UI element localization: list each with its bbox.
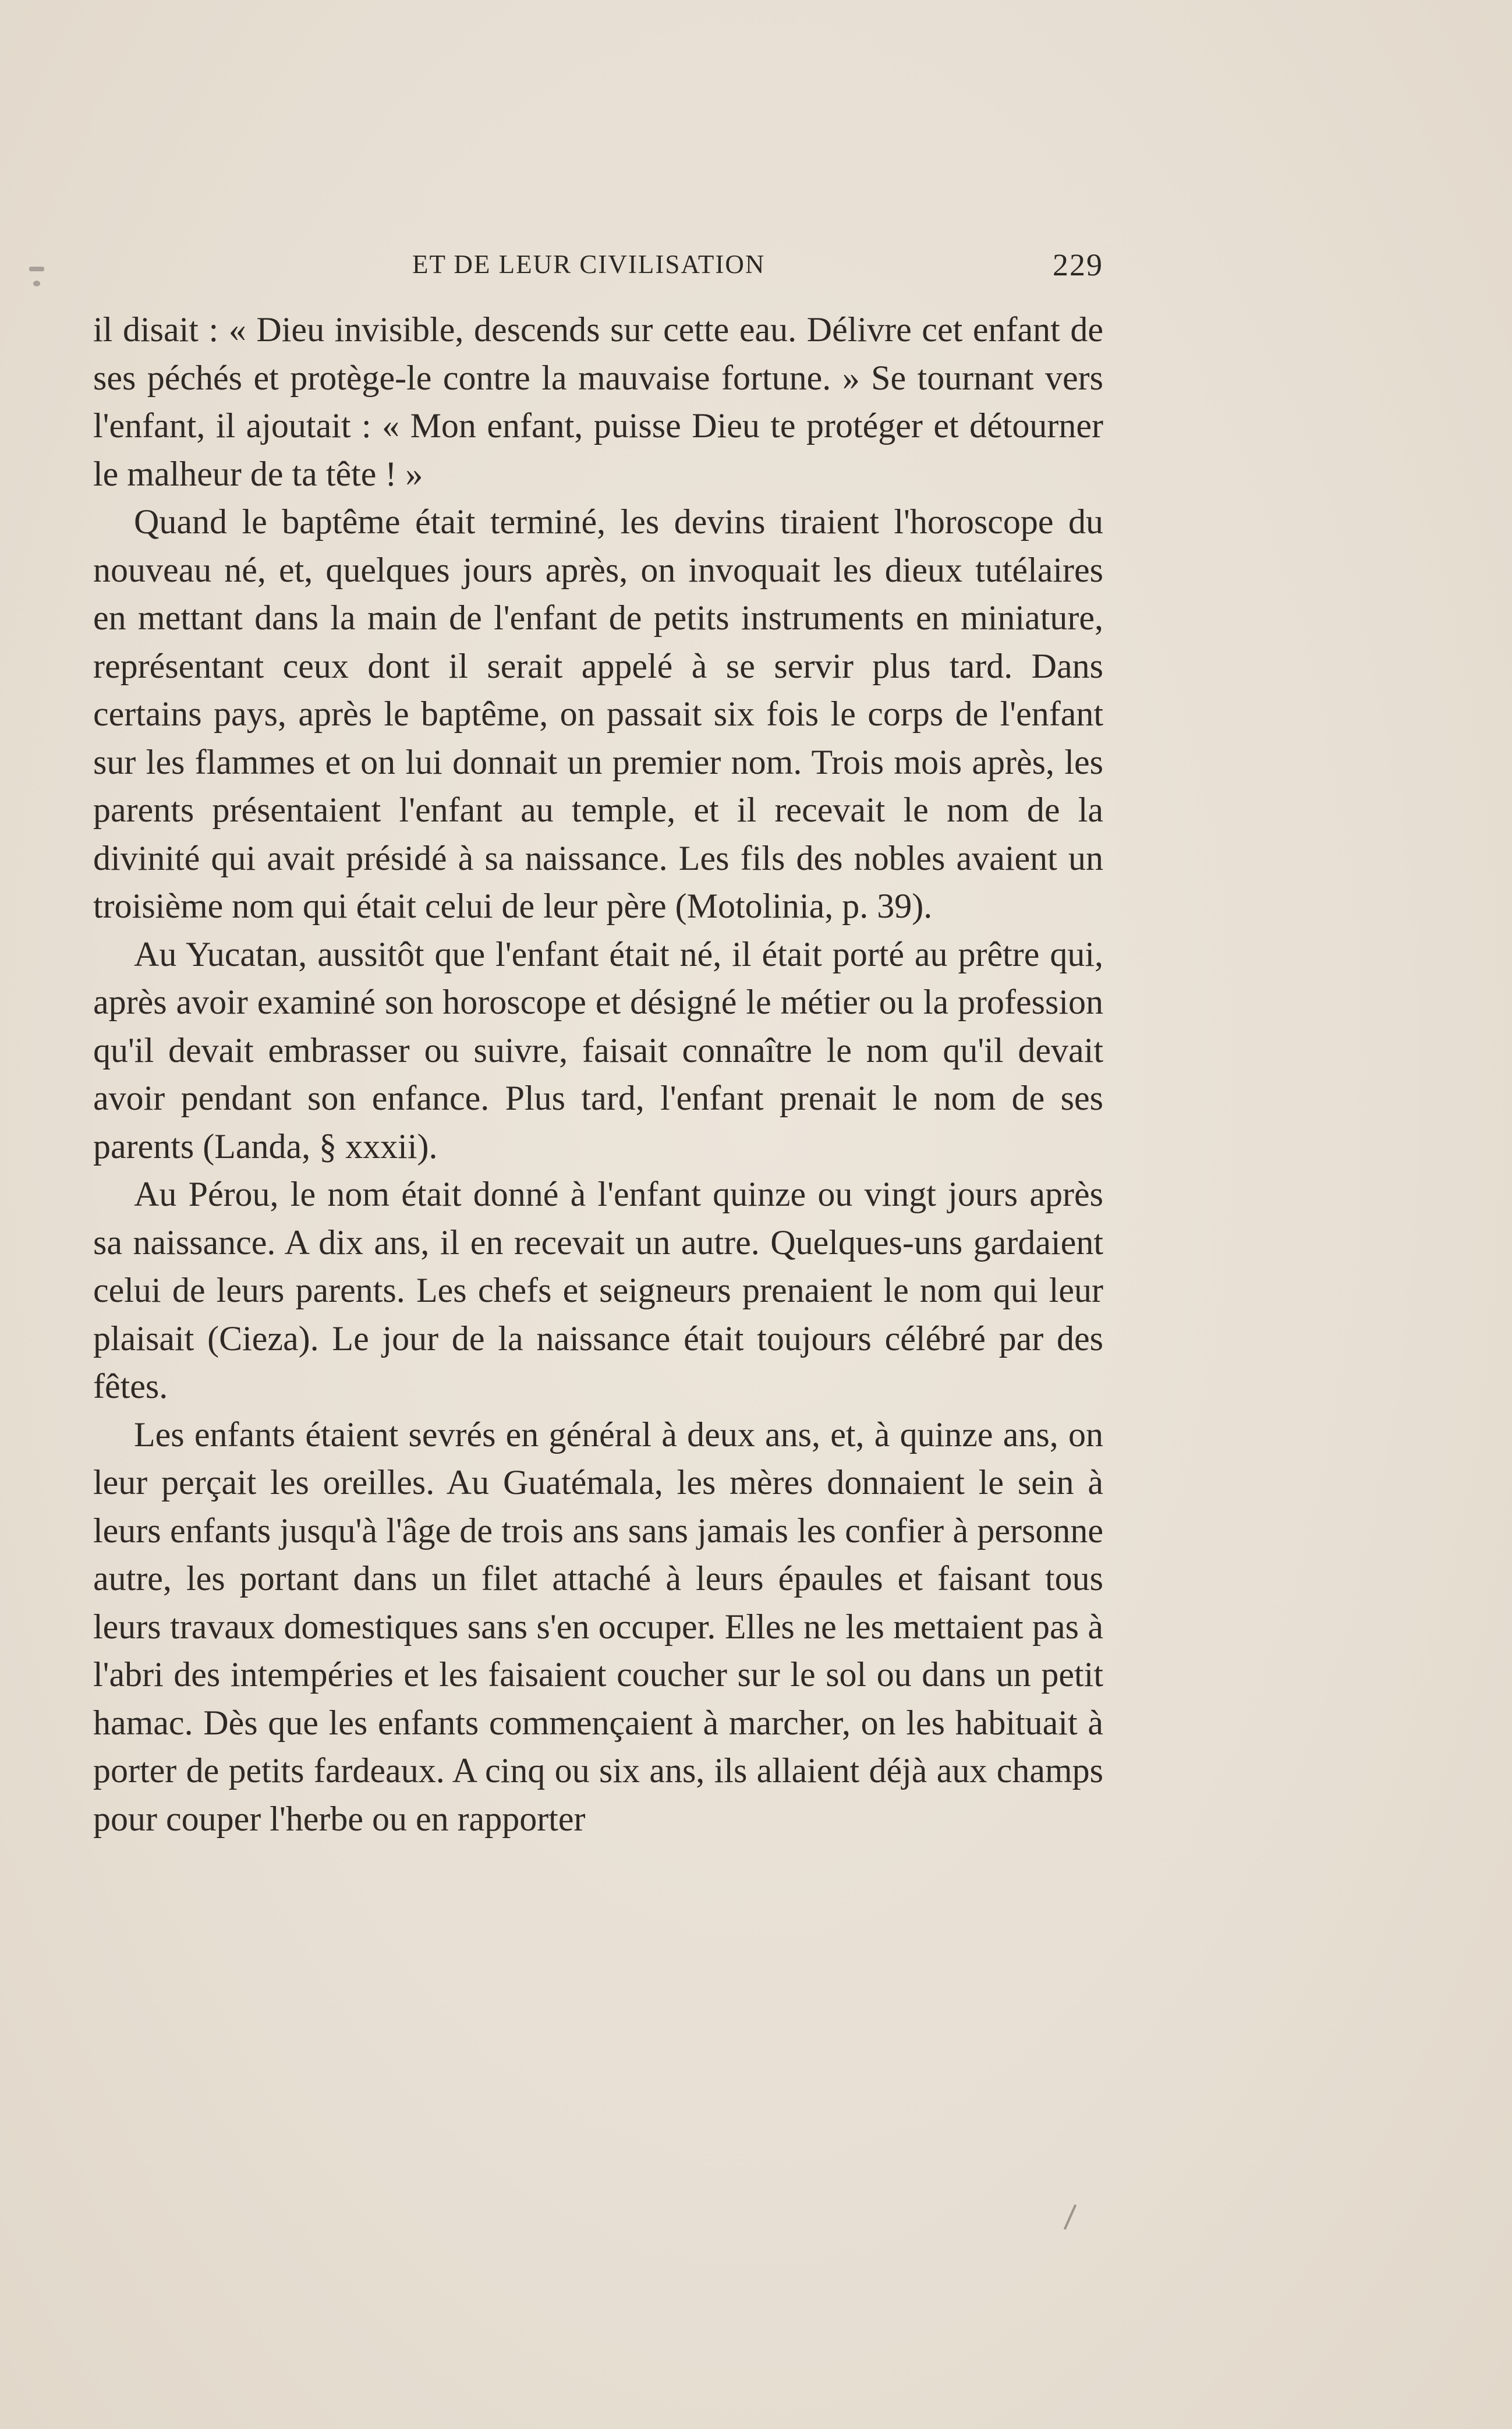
running-title: ET DE LEUR CIVILISATION <box>412 250 766 279</box>
body-text <box>93 306 1103 1843</box>
paragraph-1: il disait : « Dieu invisible, descends sur cette eau. Délivre cet enfant de ses péchés et protège-le contre la mauvaise fortune. » Se tournant vers l'enfant, il ajoutait : « Mon enfant, puisse Dieu te protéger et détourner le malheur de ta tête ! » <box>93 310 1103 493</box>
left-margin-dash <box>29 267 44 271</box>
page-header <box>93 245 1103 285</box>
paragraph-3: Au Yucatan, aussitôt que l'enfant était né, il était porté au prêtre qui, après avoir examiné son horoscope et désigné le métier ou la profession qu'il devait embrasser ou suivre, faisait connaître le nom qu'il devait avoir pendant son enfance. Plus tard, l'enfant prenait le nom de ses parents (Landa, § xxxii). <box>93 934 1103 1166</box>
paragraph-5: Les enfants étaient sevrés en général à deux ans, et, à quinze ans, on leur perçait les oreilles. Au Guatémala, les mères donnaient le sein à leurs enfants jusqu'à l'âge de trois ans sans jamais les confier à personne autre, les portant dans un filet attaché à leurs épaules et faisant tous leurs travaux domestiques sans s'en occuper. Elles ne les mettaient pas à l'abri des intempéries et les faisaient coucher sur le sol ou dans un petit hamac. Dès que les enfants commençaient à marcher, on les habituait à porter de petits fardeaux. A cinq ou six ans, ils allaient déjà aux champs pour couper l'herbe ou en rapporter <box>93 1415 1103 1838</box>
stray-pencil-mark <box>1064 2204 1077 2230</box>
left-margin-dot <box>33 281 40 286</box>
page-number: 229 <box>1053 247 1103 282</box>
paragraph-2: Quand le baptême était terminé, les devins tiraient l'horoscope du nouveau né, et, quelques jours après, on invoquait les dieux tutélaires en mettant dans la main de l'enfant de petits instruments en miniature, représentant ceux dont il serait appelé à se servir plus tard. Dans certains pays, après le baptême, on passait six fois le corps de l'enfant sur les flammes et on lui donnait un premier nom. Trois mois après, les parents présentaient l'enfant au temple, et il recevait le nom de la divinité qui avait présidé à sa naissance. Les fils des nobles avaient un troisième nom qui était celui de leur père (Motolinia, p. 39). <box>93 502 1103 925</box>
paragraph-4: Au Pérou, le nom était donné à l'enfant quinze ou vingt jours après sa naissance. A dix ans, il en recevait un autre. Quelques-uns gardaient celui de leurs parents. Les chefs et seigneurs prenaient le nom qui leur plaisait (Cieza). Le jour de la naissance était toujours célébré par des fêtes. <box>93 1175 1103 1405</box>
